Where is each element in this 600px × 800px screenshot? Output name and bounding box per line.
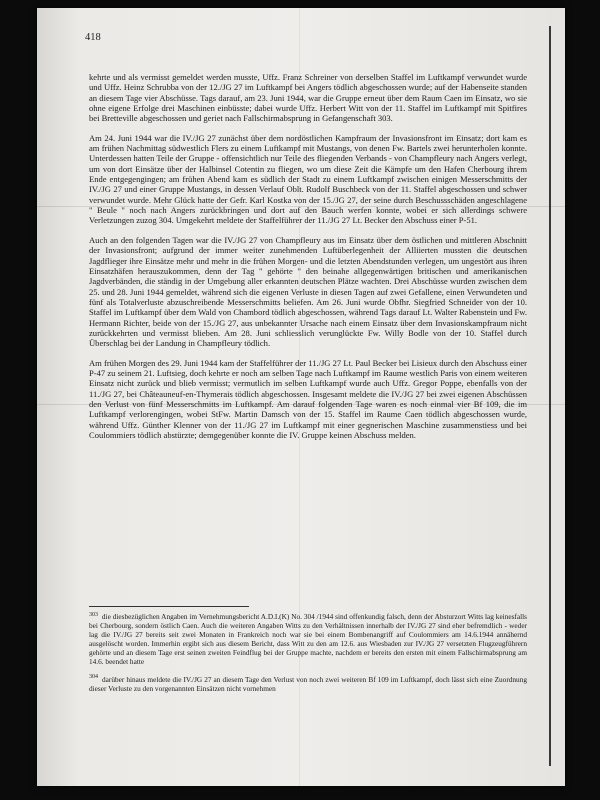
- document-page: [37, 8, 565, 786]
- footnotes: [89, 612, 527, 701]
- main-text: [89, 72, 527, 449]
- footnote-text: die diesbezüglichen Angaben im Vernehmungsbericht A.D.I.(K) No. 304 /1944 sind offenkundig falsch, denn der Absturzort Witts lag keinesfalls bei Cherbourg, sondern östlich Caen. Auch die weiteren Angaben Witts zu den Verhältnissen innerhalb der IV./JG 27 sind eher befremdlich - weder lag die IV./JG 27 bereits seit zwei Monaten in Frankreich noch war sie bei einem Bombenangriff auf Coulommiers am 14.6.1944 annähernd ausgelöscht worden. Immerhin ergibt sich aus diesem Bericht, dass Witt zu den am 12.6. aus Wiesbaden zur IV./JG 27 versetzten Flugzeugführern gehörte und an diesem Tage erst seinen zweiten Feindflug bei der Gruppe machte, nachdem er bereits den ersten mit einem Fallschirmabsprung am 14.6. beendet hatte: [89, 612, 527, 667]
- footnote-number: 304: [89, 674, 98, 681]
- footnote: [89, 675, 527, 693]
- paragraph: Am 24. Juni 1944 war die IV./JG 27 zunächst über dem nordöstlichen Kampfraum der Invasionsfront im Einsatz; dort kam es am frühen Nachmittag südwestlich Flers zu einem Luftkampf mit Mustangs, von denen Fw. Bartels zwei herunterholen konnte. Unterdessen hatten Teile der Gruppe - offensichtlich nur Teile des fliegenden Verbands - von Champfleury nach Angers verlegt, um von dort Einsätze über der Halbinsel Cotentin zu fliegen, wo um diese Zeit die Kämpfe um den Hafen Cherbourg ihrem Ende entgegengingen; am frühen Abend kam es südlich der Stadt zu einem Luftkampf zwischen einigen Messerschmitts der IV./JG 27 und einer Gruppe Mustangs, in dessen Verlauf Oblt. Rudolf Buschbeck von der 11. Staffel abgeschossen und schwer verwundet wurde. Mehr Glück hatte der Gefr. Karl Kostka von der 15./JG 27, der seine durch Beschussschäden angeschlagene " Beule " noch nach Angers zurückbringen und dort auf den Bauch werfen konnte, wobei er sich allerdings schwere Verletzungen zuzog 304. Umgekehrt meldete der Staffelführer der 11./JG 27 Lt. Becker den Abschuss einer P-51.: [89, 132, 527, 226]
- binding-edge-shadow: [549, 26, 551, 766]
- paragraph: Auch an den folgenden Tagen war die IV./JG 27 von Champfleury aus im Einsatz über dem östlichen und mittleren Abschnitt der Invasionsfront; aufgrund der immer weiter zunehmenden Luftüberlegenheit der Alliierten mussten die deutschen Jagdflieger ihre Einsätze mehr und mehr in die frühen Morgen- und die letzten Abendstunden verlegen, um ungestört aus ihren Einsatzhäfen herauszukommen, denn der Tag " gehörte " den beinahe allgegenwärtigen britischen und amerikanischen Jagdverbänden, die ständig in der Umgebung aller erkannten deutschen Plätze wachten. Drei Abschüsse wurden zwischen dem 25. und 28. Juni 1944 gemeldet, während sich die eigenen Verluste in diesen Tagen auf zwei Gefallene, einen Verwundeten und fünf als Totalverluste abzuschreibende Messerschmitts beliefen. Am 26. Juni wurde Obfhr. Siegfried Schneider von der 10. Staffel im Luftkampf über dem Wald von Chambord tödlich abgeschossen, während Tags darauf Lt. Walter Rabenstein und Fw. Hermann Richter, beide von der 15./JG 27, aus unbekannter Ursache nach einem Einsatz über dem Invasionskampfraum nicht zurückkehrten und vermisst blieben. Am 28. Juni schliesslich verunglückte Fw. Willy Bodle von der 10. Staffel durch Überschlag bei der Landung in Champfleury tödlich.: [89, 234, 527, 349]
- footnote-separator: [89, 606, 249, 607]
- footnote: [89, 612, 527, 667]
- page-number: 418: [85, 32, 101, 43]
- paragraph: kehrte und als vermisst gemeldet werden musste, Uffz. Franz Schreiner von derselben Staffel im Luftkampf verwundet wurde und Uffz. Heinz Schrubba von der 12./JG 27 im Luftkampf bei Angers tödlich abgeschossen wurde; auf der Habenseite standen an diesem Tage vier Abschüsse. Tags darauf, am 23. Juni 1944, war die Gruppe erneut über dem Raum Caen im Einsatz, wo sie ohne eigene Erfolge drei Maschinen einbüsste; dabei wurde Uffz. Herbert Witt von der 11. Staffel im Luftkampf mit Spitfires bei Bretteville abgeschossen und geriet nach Fallschirmabsprung in Gefangenschaft 303.: [89, 72, 527, 124]
- footnote-text: darüber hinaus meldete die IV./JG 27 an diesem Tage den Verlust von noch zwei weiteren Bf 109 im Luftkampf, doch lässt sich eine Zuordnung dieser Verluste zu den vorgenannten Einsätzen nicht vornehmen: [89, 674, 528, 693]
- paragraph: Am frühen Morgen des 29. Juni 1944 kam der Staffelführer der 11./JG 27 Lt. Paul Becker bei Lisieux durch den Abschuss einer P-47 zu seinem 21. Luftsieg, doch kehrte er noch am selben Tage nach Luftkampf im Raume westlich Paris von einem weiteren Einsatz nicht zurück und blieb vermisst; vermutlich im selben Luftkampf wurde auch Uffz. Gregor Poppe, ebenfalls von der 11./JG 27, bei Châteauneuf-en-Thymerais tödlich abgeschossen. Insgesamt meldete die IV./JG 27 bei zwei eigenen Abschüssen den Verlust von fünf Messerschmitts im Luftkampf. Am darauf folgenden Tage waren es noch einmal vier Bf 109, die im Luftkampf verlorengingen, wobei StFw. Martin Damsch von der 15. Staffel im Raume Caen tödlich abgeschossen wurde, während Uffz. Günther Klenner von der 11./JG 27 im Luftkampf mit einer gegnerischen Maschine zusammenstiess und bei Coulommiers tödlich abstürzte; demgegenüber konnte die IV. Gruppe keinen Abschuss melden.: [89, 357, 527, 440]
- footnote-number: 303: [89, 611, 98, 618]
